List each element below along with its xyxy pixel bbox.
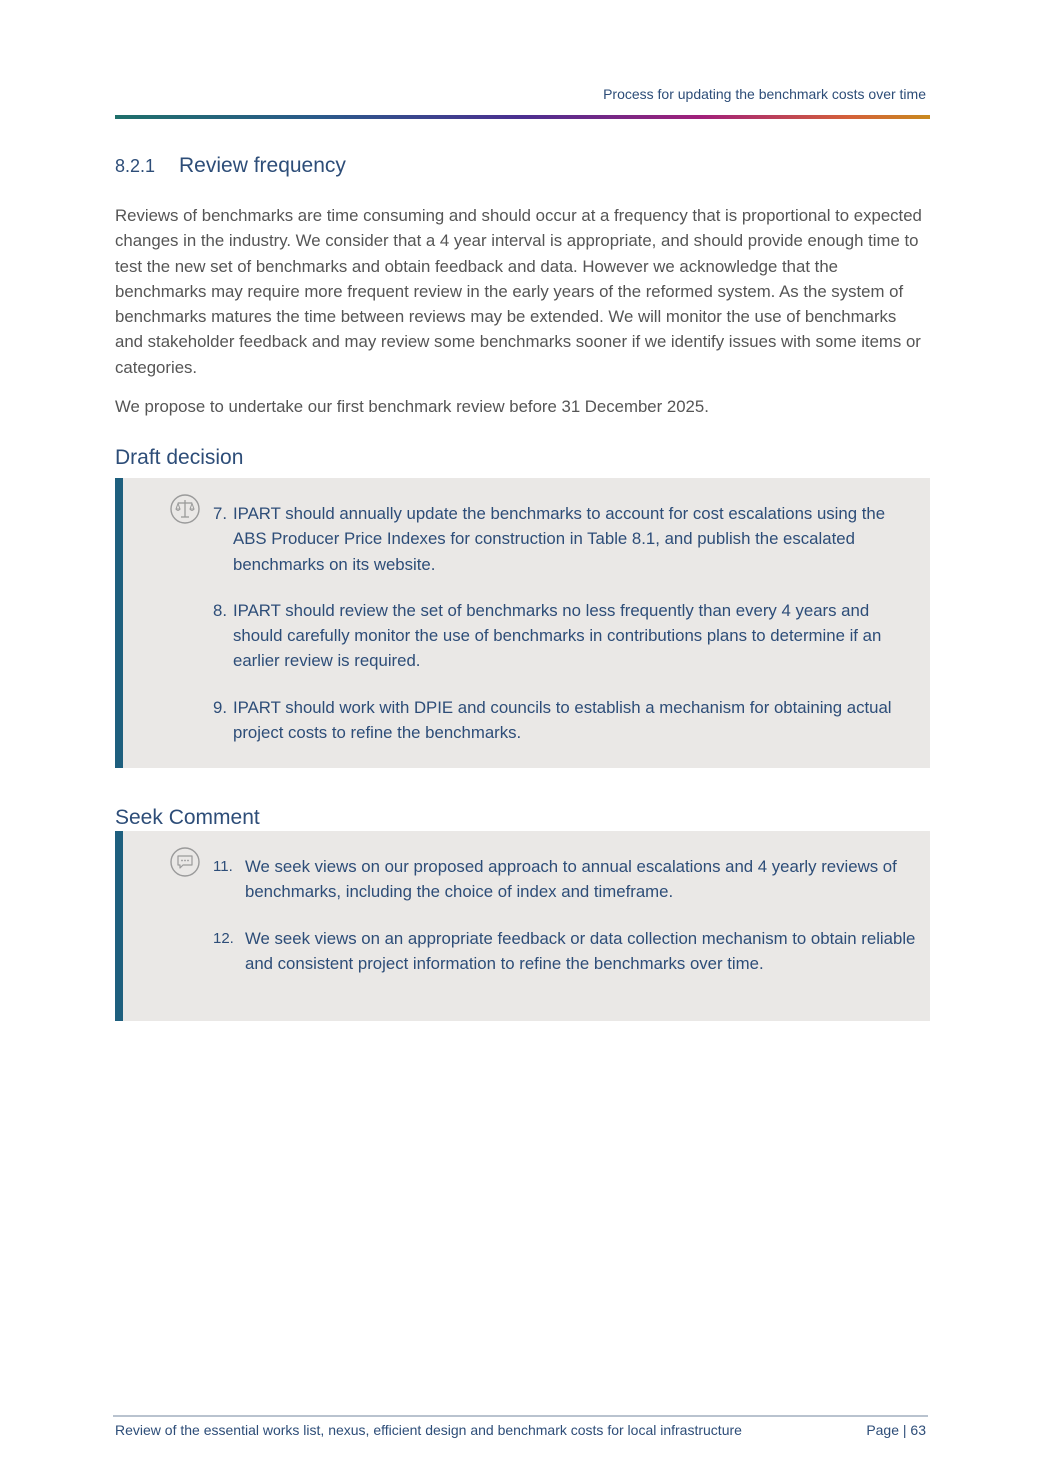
seek-comment-panel (115, 831, 930, 1021)
comment-item (213, 854, 922, 905)
item-number: 12. (213, 929, 234, 947)
draft-decision-panel (115, 478, 930, 768)
item-text: IPART should work with DPIE and councils to establish a mechanism for obtaining actual project costs to refine the benchmarks. (233, 697, 892, 743)
item-number: 9. (213, 697, 227, 717)
decision-item (213, 501, 922, 577)
draft-decision-title: Draft decision (115, 446, 244, 469)
item-text: We seek views on an appropriate feedback or data collection mechanism to obtain reliable and consistent project information to refine the benchmarks over time. (245, 928, 916, 973)
item-number: 7. (213, 504, 227, 523)
header-rule (115, 115, 930, 119)
section-heading (115, 154, 346, 178)
item-number: 11. (213, 858, 233, 875)
section-number: 8.2.1 (115, 156, 156, 176)
item-number: 8. (213, 600, 227, 620)
draft-decision-list (213, 501, 922, 745)
item-text: IPART should review the set of benchmarks no less frequently than every 4 years and should carefully monitor the use of benchmarks in contributions plans to determine if an earlier review is required. (233, 600, 882, 671)
body-paragraph: Reviews of benchmarks are time consuming and should occur at a frequency that is proportional to expected changes in the industry. We consider that a 4 year interval is appropriate, and should provide enough time to test the new set of benchmarks and obtain feedback and data. However we acknowledge that the benchmarks may require more frequent review in the early years of the reformed system. As the system of benchmarks matures the time between reviews may be extended. We will monitor the use of benchmarks and stakeholder feedback and may review some benchmarks sooner if we identify issues with some items or categories. (115, 206, 922, 377)
body-paragraph: We propose to undertake our first benchmark review before 31 December 2025. (115, 397, 709, 416)
footer-rule (113, 1415, 928, 1417)
seek-comment-title: Seek Comment (115, 806, 260, 829)
decision-item (213, 695, 922, 746)
item-text: IPART should annually update the benchmarks to account for cost escalations using the ABS Producer Price Indexes for construction in Table 8.1, and publish the escalated benchmarks on its website. (233, 504, 886, 574)
decision-item (213, 598, 922, 674)
scales-icon (170, 494, 200, 524)
running-header: Process for updating the benchmark costs over time (603, 86, 926, 102)
speech-bubble-icon (170, 847, 200, 877)
item-text: We seek views on our proposed approach to annual escalations and 4 yearly reviews of benchmarks, including the choice of index and timeframe. (245, 857, 897, 902)
section-title: Review frequency (179, 154, 346, 177)
page-number: Page | 63 (866, 1422, 926, 1438)
comment-item (213, 926, 922, 977)
seek-comment-list (213, 854, 922, 976)
footer-document-title: Review of the essential works list, nexus, efficient design and benchmark costs for local infrastructure (115, 1422, 742, 1438)
